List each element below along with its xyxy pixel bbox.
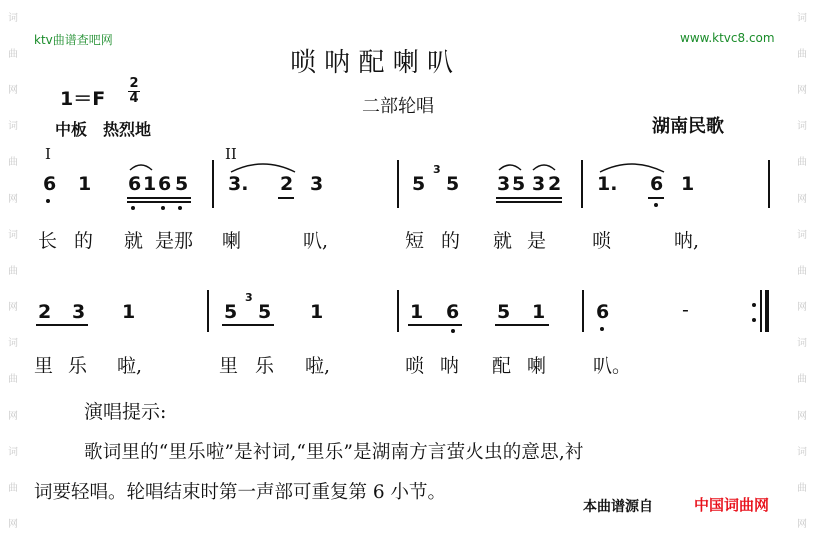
lyric: 叭, — [303, 230, 329, 252]
key-signature: 1＝F — [60, 88, 106, 110]
lyric: 的 — [441, 230, 461, 252]
lyric: 乐 — [255, 355, 275, 377]
grace-note: 3 — [245, 291, 253, 304]
note: 6 — [650, 173, 664, 195]
slur-arc — [128, 160, 154, 172]
note: 6 — [158, 173, 172, 195]
bar-line — [397, 290, 399, 332]
watermark-char: 词 — [8, 338, 18, 350]
note: 1 — [143, 173, 157, 195]
note: 6 — [43, 173, 57, 195]
watermark-char: 曲 — [8, 483, 18, 495]
watermark-char: 曲 — [797, 483, 807, 495]
watermark-char: 词 — [797, 121, 807, 133]
eighth-underline — [495, 324, 549, 326]
note: 2 — [548, 173, 562, 195]
bar-line — [212, 160, 214, 208]
bar-line — [397, 160, 399, 208]
bar-line — [582, 290, 584, 332]
watermark-char: 曲 — [797, 374, 807, 386]
notes-line-1: 歌词里的“里乐啦”是衬词,“里乐”是湖南方言萤火虫的意思,衬 — [84, 442, 584, 463]
lyric: 啦, — [117, 355, 143, 377]
watermark-char: 网 — [797, 193, 807, 205]
watermark-char: 网 — [797, 519, 807, 531]
note: 5 — [175, 173, 189, 195]
watermark-char: 曲 — [8, 157, 18, 169]
note: 5 — [446, 173, 460, 195]
watermark-char: 网 — [797, 84, 807, 96]
watermark-char: 曲 — [8, 374, 18, 386]
lyric: 配 — [492, 355, 512, 377]
dash: - — [682, 299, 689, 321]
note: 5 — [258, 301, 272, 323]
lyric: 的 — [74, 230, 94, 252]
note: 1 — [310, 301, 324, 323]
eighth-underline — [36, 324, 88, 326]
repeat-dot — [752, 303, 756, 307]
note: 1 — [78, 173, 92, 195]
eighth-underline — [496, 197, 562, 199]
lyric: 是那 — [155, 230, 194, 252]
lyric: 唢 — [592, 230, 612, 252]
time-signature — [128, 77, 140, 106]
watermark-char: 网 — [8, 519, 18, 531]
time-signature-top: 2 — [129, 76, 139, 91]
left-watermark-column — [4, 0, 22, 543]
grace-note: 3 — [433, 163, 441, 176]
watermark-char: 网 — [8, 84, 18, 96]
lyric: 呐 — [440, 355, 460, 377]
watermark-char: 曲 — [8, 48, 18, 60]
notes-heading: 演唱提示: — [84, 401, 167, 423]
watermark-char: 曲 — [797, 48, 807, 60]
watermark-char: 网 — [8, 193, 18, 205]
watermark-char: 词 — [797, 338, 807, 350]
eighth-underline — [222, 324, 274, 326]
watermark-char: 词 — [8, 229, 18, 241]
lyric: 喇 — [527, 355, 547, 377]
watermark-char: 网 — [797, 410, 807, 422]
lyric: 里 — [34, 355, 54, 377]
watermark-char: 词 — [797, 229, 807, 241]
thick-end-bar — [765, 290, 769, 332]
tempo-marking: 中板 热烈地 — [55, 120, 152, 139]
eighth-underline — [278, 197, 294, 199]
source-label: 本曲谱源自 — [583, 499, 653, 515]
repeat-dot — [752, 318, 756, 322]
thin-end-bar — [760, 290, 762, 332]
note: 1 — [410, 301, 424, 323]
note: 5 — [412, 173, 426, 195]
source-site-link[interactable]: 中国词曲网 — [694, 496, 770, 514]
right-watermark-column — [793, 0, 811, 543]
note: 3 — [497, 173, 511, 195]
watermark-char: 曲 — [797, 157, 807, 169]
time-signature-bottom: 4 — [129, 91, 139, 106]
watermark-char: 词 — [8, 12, 18, 24]
watermark-char: 词 — [8, 446, 18, 458]
watermark-char: 曲 — [797, 265, 807, 277]
eighth-underline — [648, 197, 664, 199]
part-two-mark: II — [225, 145, 237, 163]
note: 2 — [280, 173, 294, 195]
song-title: 唢 呐 配 喇 叭 — [290, 48, 454, 78]
lyric: 乐 — [68, 355, 88, 377]
eighth-underline — [127, 197, 191, 199]
watermark-char: 网 — [8, 302, 18, 314]
lyric: 喇 — [222, 230, 242, 252]
lyric: 是 — [527, 230, 547, 252]
note: 3 — [532, 173, 546, 195]
lower-octave-dot — [46, 199, 50, 203]
lower-octave-dot — [451, 329, 455, 333]
note: 1 — [532, 301, 546, 323]
lyric: 长 — [38, 230, 58, 252]
note: 6 — [596, 301, 610, 323]
notes-line-2: 词要轻唱。轮唱结束时第一声部可重复第 6 小节。 — [34, 482, 447, 503]
note: 5 — [224, 301, 238, 323]
lower-octave-dot — [131, 206, 135, 210]
watermark-char: 词 — [797, 446, 807, 458]
lyric: 唢 — [405, 355, 425, 377]
song-subtitle: 二部轮唱 — [362, 96, 434, 117]
note: 2 — [38, 301, 52, 323]
bar-line — [768, 160, 770, 208]
lyric: 啦, — [305, 355, 331, 377]
slur-arc — [497, 160, 567, 172]
watermark-char: 词 — [8, 121, 18, 133]
slur-arc — [228, 158, 298, 174]
watermark-char: 网 — [797, 302, 807, 314]
note: 3 — [72, 301, 86, 323]
site-label-right: www.ktvc8.com — [680, 31, 775, 45]
watermark-char: 曲 — [8, 265, 18, 277]
lyric: 就 — [124, 230, 144, 252]
note: 1 — [681, 173, 695, 195]
note: 1. — [597, 173, 618, 195]
eighth-underline — [408, 324, 462, 326]
slur-arc — [597, 158, 667, 174]
watermark-char: 网 — [8, 410, 18, 422]
sixteenth-underline — [496, 201, 562, 203]
site-label-left: ktv曲谱查吧网 — [34, 33, 113, 47]
lower-octave-dot — [161, 206, 165, 210]
lyric: 里 — [219, 355, 239, 377]
lyric: 呐, — [674, 230, 700, 252]
sixteenth-underline — [127, 201, 191, 203]
bar-line — [581, 160, 583, 208]
part-one-mark: I — [45, 145, 51, 163]
note: 6 — [446, 301, 460, 323]
lower-octave-dot — [178, 206, 182, 210]
note: 3 — [310, 173, 324, 195]
note: 6 — [128, 173, 142, 195]
note: 5 — [497, 301, 511, 323]
note: 1 — [122, 301, 136, 323]
watermark-char: 词 — [797, 12, 807, 24]
song-origin: 湖南民歌 — [652, 116, 724, 137]
lyric: 就 — [493, 230, 513, 252]
bar-line — [207, 290, 209, 332]
note: 3. — [228, 173, 249, 195]
lyric: 叭。 — [593, 355, 632, 377]
lower-octave-dot — [600, 327, 604, 331]
note: 5 — [512, 173, 526, 195]
lyric: 短 — [405, 230, 425, 252]
lower-octave-dot — [654, 203, 658, 207]
